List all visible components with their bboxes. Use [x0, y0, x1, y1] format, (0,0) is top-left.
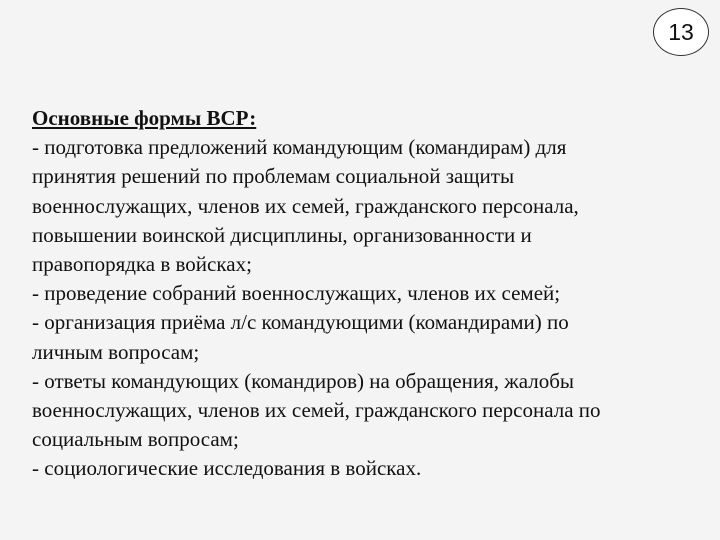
slide-heading: Основные формы ВСР: [32, 106, 257, 130]
text-line: военнослужащих, членов их семей, гражданского персонала по [32, 398, 601, 423]
text-line: социальным вопросам; [32, 427, 239, 452]
text-line: правопорядка в войсках; [32, 252, 252, 277]
text-line: - организация приёма л/с командующими (командирами) по [32, 310, 569, 335]
text-line: принятия решений по проблемам социальной защиты [32, 164, 515, 189]
text-line: - ответы командующих (командиров) на обращения, жалобы [32, 368, 575, 393]
text-line: личным вопросам; [32, 339, 200, 364]
text-line: повышении воинской дисциплины, организованности и [32, 222, 532, 247]
text-line: - проведение собраний военнослужащих, членов их семей; [32, 281, 561, 306]
slide-content [32, 104, 712, 484]
text-line: военнослужащих, членов их семей, гражданского персонала, [32, 193, 579, 218]
page-number-badge: 13 [653, 8, 709, 56]
text-line: - социологические исследования в войсках. [32, 456, 422, 481]
text-line: - подготовка предложений командующим (командирам) для [32, 135, 567, 160]
